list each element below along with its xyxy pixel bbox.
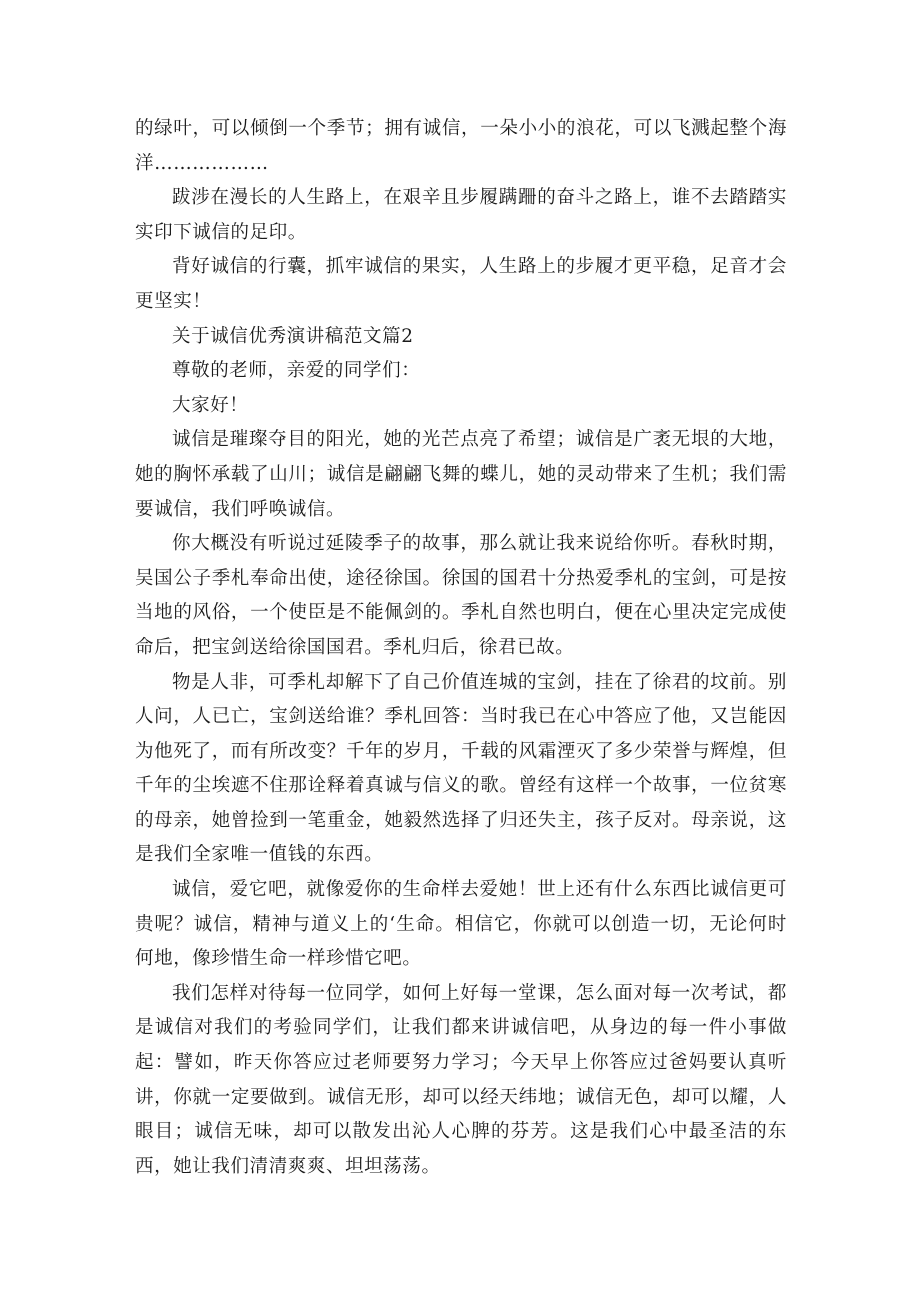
document-body — [135, 112, 787, 1184]
paragraph: 物是人非，可季札却解下了自己价值连城的宝剑，挂在了徐君的坟前。别人问，人已亡，宝剑送给谁？季札回答：当时我已在心中答应了他，又岂能因为他死了，而有所改变？千年的岁月，千载的风霜湮灭了多少荣誉与辉煌，但千年的尘埃遮不住那诠释着真诚与信义的歌。曾经有这样一个故事，一位贫寒的母亲，她曾捡到一笔重金，她毅然选择了归还失主，孩子反对。母亲说，这是我们全家唯一值钱的东西。 — [135, 671, 787, 866]
paragraph: 诚信是璀璨夺目的阳光，她的光芒点亮了希望；诚信是广袤无垠的大地，她的胸怀承载了山川；诚信是翩翩飞舞的蝶儿，她的灵动带来了生机；我们需要诚信，我们呼唤诚信。 — [135, 429, 787, 520]
paragraph: 跋涉在漫长的人生路上，在艰辛且步履蹒跚的奋斗之路上，谁不去踏踏实实印下诚信的足印。 — [135, 187, 787, 243]
paragraph: 背好诚信的行囊，抓牢诚信的果实，人生路上的步履才更平稳，足音才会更坚实！ — [135, 256, 787, 312]
salutation: 尊敬的老师，亲爱的同学们： — [172, 360, 421, 382]
section-heading: 关于诚信优秀演讲稿范文篇2 — [172, 325, 414, 347]
paragraph: 我们怎样对待每一位同学，如何上好每一堂课，怎么面对每一次考试，都是诚信对我们的考验同学们，让我们都来讲诚信吧，从身边的每一件小事做起：譬如，昨天你答应过老师要努力学习；今天早上你答应过爸妈要认真听讲，你就一定要做到。诚信无形，却可以经天纬地；诚信无色，却可以耀，人眼目；诚信无味，却可以散发出沁人心脾的芬芳。这是我们心中最圣洁的东西，她让我们清清爽爽、坦坦荡荡。 — [135, 982, 787, 1177]
greeting: 大家好！ — [172, 394, 249, 416]
paragraph: 你大概没有听说过延陵季子的故事，那么就让我来说给你听。春秋时期，吴国公子季札奉命出使，途径徐国。徐国的国君十分热爱季札的宝剑，可是按当地的风俗，一个使臣是不能佩剑的。季札自然也明白，便在心里决定完成使命后，把宝剑送给徐国国君。季札归后，徐君已故。 — [135, 533, 787, 658]
paragraph: 诚信，爱它吧，就像爱你的生命样去爱她！世上还有什么东西比诚信更可贵呢？诚信，精神与道义上的‘生命。相信它，你就可以创造一切，无论何时何地，像珍惜生命一样珍惜它吧。 — [135, 879, 787, 970]
paragraph-continuation: 的绿叶，可以倾倒一个季节；拥有诚信，一朵小小的浪花，可以飞溅起整个海洋……………… — [135, 118, 787, 174]
